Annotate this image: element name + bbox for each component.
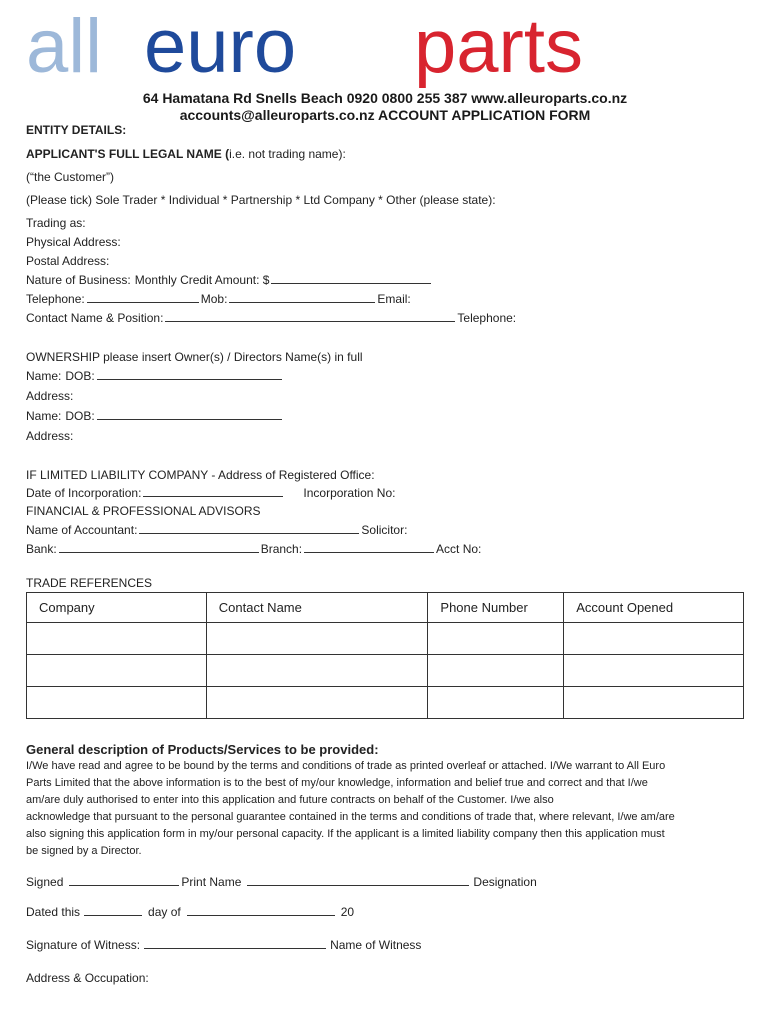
telephone-label: Telephone:: [26, 292, 85, 306]
table-cell[interactable]: [206, 687, 428, 719]
witness-row: [26, 934, 690, 952]
agreement-line: I/We have read and agree to be bound by the terms and conditions of trade as printed overleaf or attached. I/We warrant to All Euro: [26, 760, 666, 772]
column-header-phone-number: Phone Number: [428, 593, 564, 623]
table-cell[interactable]: [27, 623, 207, 655]
owner1-name-label: Name:: [26, 369, 62, 383]
dated-label: Dated this: [26, 905, 81, 919]
witness-name-label: Name of Witness: [330, 938, 422, 952]
agreement-line: am/are duly authorised to enter into this application and future contracts on behalf of the Customer. I/we also: [26, 794, 554, 806]
accountant-field[interactable]: [139, 522, 359, 534]
dated-day-field[interactable]: [84, 904, 142, 916]
table-cell[interactable]: [206, 623, 428, 655]
bank-row: [26, 538, 726, 556]
address-occupation-row: [26, 967, 704, 985]
table-row: [27, 623, 744, 655]
incorporation-no-label: Incorporation No:: [303, 486, 396, 500]
credit-amount-label: Monthly Credit Amount: $: [134, 273, 270, 287]
credit-amount-field[interactable]: [271, 272, 431, 284]
column-header-contact-name: Contact Name: [206, 593, 428, 623]
general-description-title: General description of Products/Services to be provided:: [26, 742, 379, 757]
entity-type-row: [26, 189, 726, 207]
entity-type-label: (Please tick) Sole Trader * Individual * Partnership * Ltd Company * Other (please state):: [26, 193, 496, 207]
agreement-line: acknowledge that pursuant to the personal guarantee contained in the terms and conditions of trade that, where relevant, I/we am/are: [26, 811, 675, 823]
applicant-label-rest: i.e. not trading name):: [229, 147, 346, 161]
ownership-title-row: [26, 346, 726, 364]
day-of-label: day of: [148, 905, 181, 919]
registered-office-row: [26, 464, 726, 482]
physical-address-row: [26, 231, 726, 249]
solicitor-label: Solicitor:: [361, 523, 408, 537]
trading-as-label: Trading as:: [26, 216, 86, 230]
trade-references-table: [26, 592, 744, 719]
email-label: Email:: [377, 292, 411, 306]
branch-label: Branch:: [260, 542, 303, 556]
acct-label: Acct No:: [436, 542, 482, 556]
owner1-name-row: [26, 365, 726, 383]
table-cell[interactable]: [564, 687, 744, 719]
year-prefix-label: 20: [340, 905, 355, 919]
ownership-title: OWNERSHIP please insert Owner(s) / Directors Name(s) in full: [26, 350, 363, 364]
date-incorporation-field[interactable]: [143, 485, 283, 497]
nature-business-label: Nature of Business:: [26, 273, 131, 287]
owner1-address-label: Address:: [26, 389, 74, 403]
logo-euro-text: euro: [144, 14, 297, 88]
designation-label: Designation: [473, 875, 537, 889]
signed-label: Signed: [26, 875, 64, 889]
owner2-name-label: Name:: [26, 409, 62, 423]
contact-row: [26, 307, 726, 325]
print-name-field[interactable]: [247, 874, 469, 886]
dated-row: [26, 901, 440, 919]
applicant-name-row: [26, 143, 726, 161]
table-header-row: [27, 593, 744, 623]
owner2-address-row: [26, 425, 726, 443]
postal-address-row: [26, 250, 726, 268]
table-cell[interactable]: [206, 655, 428, 687]
table-cell[interactable]: [27, 655, 207, 687]
contact-field[interactable]: [165, 310, 455, 322]
logo-all-text: all: [26, 14, 103, 88]
advisors-row: [26, 500, 726, 518]
address-occupation-label: Address & Occupation:: [26, 971, 149, 985]
table-cell[interactable]: [564, 623, 744, 655]
telephone-row: [26, 288, 726, 306]
contact-label: Contact Name & Position:: [26, 311, 164, 325]
owner2-name-row: [26, 405, 726, 423]
owner2-dob-field[interactable]: [97, 408, 282, 420]
applicant-label: APPLICANT'S FULL LEGAL NAME (: [26, 147, 230, 161]
agreement-line: Parts Limited that the above information is to the best of my/our knowledge, information and belief true and correct and that I/we: [26, 777, 648, 789]
incorporation-row: [26, 482, 726, 500]
customer-label: (“the Customer”): [26, 170, 115, 184]
witness-signature-label: Signature of Witness:: [26, 938, 141, 952]
physical-address-label: Physical Address:: [26, 235, 121, 249]
logo-parts-text: parts: [414, 14, 583, 88]
print-name-label: Print Name: [181, 875, 242, 889]
witness-signature-field[interactable]: [144, 937, 326, 949]
table-row: [27, 687, 744, 719]
accountant-row: [26, 519, 726, 537]
company-logo: [26, 14, 746, 88]
customer-row: [26, 166, 726, 184]
signed-row: [26, 871, 684, 889]
header-title: accounts@alleuroparts.co.nz ACCOUNT APPLICATION FORM: [179, 107, 591, 123]
registered-office-label: IF LIMITED LIABILITY COMPANY - Address of Registered Office:: [26, 468, 375, 482]
owner2-address-label: Address:: [26, 429, 74, 443]
column-header-account-opened: Account Opened: [564, 593, 744, 623]
branch-field[interactable]: [304, 541, 434, 553]
entity-details-title: ENTITY DETAILS:: [26, 123, 127, 137]
table-row: [27, 655, 744, 687]
table-cell[interactable]: [428, 655, 564, 687]
dated-month-field[interactable]: [187, 904, 335, 916]
owner1-dob-field[interactable]: [97, 368, 282, 380]
table-cell[interactable]: [27, 687, 207, 719]
bank-label: Bank:: [26, 542, 57, 556]
mob-label: Mob:: [200, 292, 228, 306]
trading-as-row: [26, 212, 726, 230]
table-cell[interactable]: [428, 687, 564, 719]
postal-address-label: Postal Address:: [26, 254, 110, 268]
owner2-dob-label: DOB:: [65, 409, 95, 423]
date-incorporation-label: Date of Incorporation:: [26, 486, 142, 500]
bank-field[interactable]: [59, 541, 259, 553]
agreement-paragraph: [26, 758, 726, 860]
column-header-company: Company: [27, 593, 207, 623]
agreement-line: also signing this application form in my/our personal capacity. If the applicant is a limited liability company then this application must: [26, 828, 665, 840]
trade-references-title: TRADE REFERENCES: [26, 576, 153, 590]
owner1-address-row: [26, 385, 726, 403]
advisors-title: FINANCIAL & PROFESSIONAL ADVISORS: [26, 504, 261, 518]
signed-field[interactable]: [69, 874, 179, 886]
mob-field[interactable]: [229, 291, 375, 303]
nature-business-row: [26, 269, 726, 287]
telephone-field[interactable]: [87, 291, 199, 303]
header-address: 64 Hamatana Rd Snells Beach 0920 0800 255 387 www.alleuroparts.co.nz: [142, 90, 628, 106]
table-cell[interactable]: [428, 623, 564, 655]
owner1-dob-label: DOB:: [65, 369, 95, 383]
accountant-label: Name of Accountant:: [26, 523, 138, 537]
agreement-line: be signed by a Director.: [26, 845, 142, 857]
contact-telephone-label: Telephone:: [457, 311, 517, 325]
table-cell[interactable]: [564, 655, 744, 687]
